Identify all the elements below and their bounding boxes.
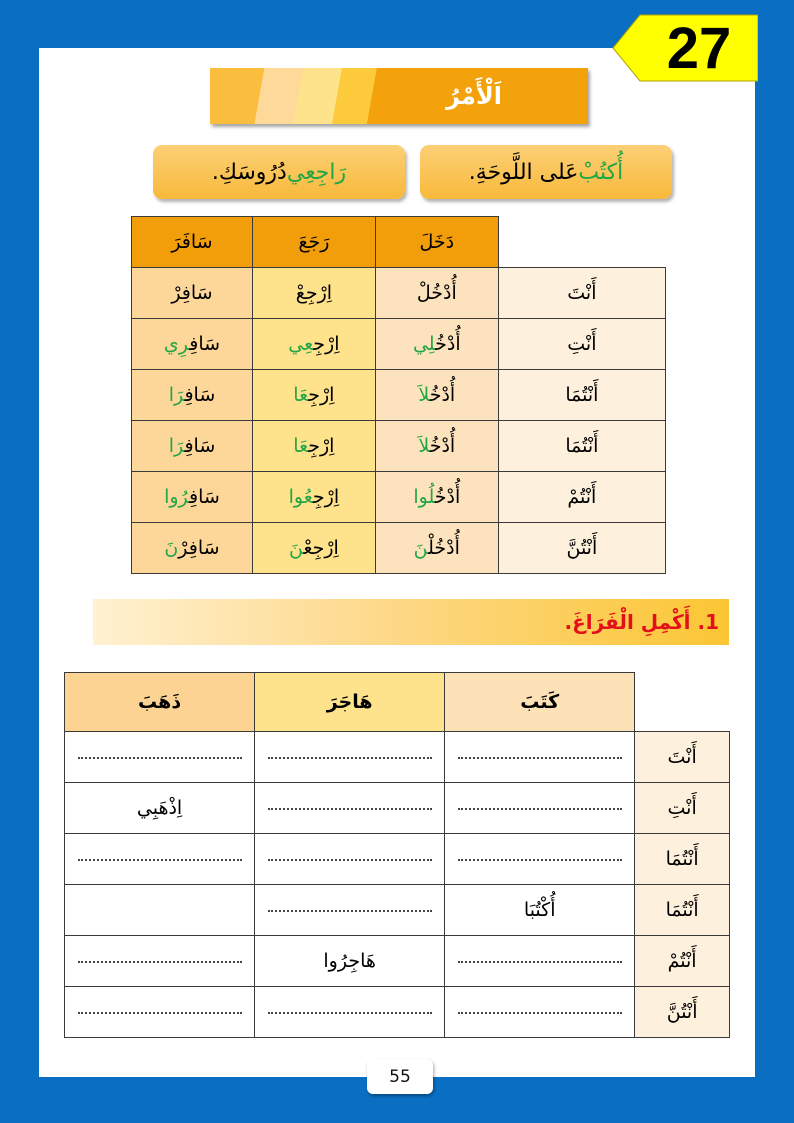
conjugation-cell — [375, 472, 498, 523]
table-header-row — [132, 217, 666, 268]
conjugation-cell — [132, 319, 253, 370]
table-row — [65, 732, 730, 783]
verb-stem: أُدْخُلْ — [416, 282, 457, 304]
conjugation-cell — [132, 523, 253, 574]
verb-stem: أُدْخُ — [434, 486, 461, 508]
header-cell: كَتَبَ — [445, 673, 635, 732]
dotted-line — [268, 808, 432, 810]
page-number: 55 — [367, 1059, 433, 1094]
conjugation-cell — [375, 421, 498, 472]
conjugation-cell — [132, 370, 253, 421]
verb-stem: سَافِرْ — [171, 282, 213, 304]
table-row — [132, 370, 666, 421]
answer-blank[interactable] — [255, 732, 445, 783]
example-answer: اِذْهَبِي — [65, 783, 255, 834]
dotted-line — [78, 961, 242, 963]
conjugation-cell — [375, 319, 498, 370]
header-cell: رَجَعَ — [252, 217, 375, 268]
verb-stem: أُدْخُلْ — [428, 537, 460, 559]
dotted-line — [458, 1012, 622, 1014]
exercise-title: 1. أَكْمِلِ الْفَرَاغَ. — [564, 610, 719, 634]
pronoun-cell: أَنْتَ — [498, 268, 665, 319]
verb-stem: سَافِ — [184, 384, 216, 406]
example-verb: رَاجِعِي — [286, 159, 347, 185]
answer-blank[interactable] — [255, 987, 445, 1038]
table-row — [132, 319, 666, 370]
dotted-line — [458, 757, 622, 759]
verb-stem: أُدْخُ — [435, 333, 461, 355]
dotted-line — [268, 757, 432, 759]
verb-suffix: عُوا — [288, 486, 313, 508]
verb-suffix: نَ — [164, 537, 179, 559]
header-cell: هَاجَرَ — [255, 673, 445, 732]
table-row — [65, 834, 730, 885]
conjugation-cell — [252, 421, 375, 472]
verb-suffix: لِي — [412, 333, 436, 355]
verb-suffix: عَا — [293, 384, 309, 406]
table-row — [65, 783, 730, 834]
dotted-line — [268, 1012, 432, 1014]
pronoun-cell: أَنْتُمَا — [635, 834, 730, 885]
answer-blank[interactable] — [255, 783, 445, 834]
verb-stem: اِرْجِعْ — [295, 282, 333, 304]
table-row — [132, 523, 666, 574]
table-row — [65, 885, 730, 936]
header-cell: سَافَرَ — [132, 217, 253, 268]
pronoun-cell: أَنْتِ — [635, 783, 730, 834]
answer-blank[interactable] — [445, 732, 635, 783]
verb-suffix: رِي — [163, 333, 190, 355]
answer-blank[interactable] — [255, 834, 445, 885]
answer-blank[interactable] — [65, 834, 255, 885]
exercise-title-bar — [93, 599, 729, 645]
conjugation-cell — [375, 370, 498, 421]
example-rest: عَلى اللَّوحَةِ. — [468, 159, 579, 185]
table-row — [65, 936, 730, 987]
page-title: اَلْأَمْرُ — [446, 82, 502, 110]
verb-suffix: رَا — [168, 384, 185, 406]
example-pill — [153, 145, 405, 199]
pronoun-cell: أَنْتُمَا — [635, 885, 730, 936]
pronoun-cell: أَنْتُمَا — [498, 421, 665, 472]
verb-stem: اِرْجِ — [308, 384, 335, 406]
dotted-line — [78, 859, 242, 861]
example-verb: أُكتُبْ — [578, 159, 624, 185]
conjugation-cell — [252, 268, 375, 319]
conjugation-cell — [132, 421, 253, 472]
pronoun-cell: أَنْتُنَّ — [635, 987, 730, 1038]
dotted-line — [458, 808, 622, 810]
conjugation-cell — [252, 370, 375, 421]
empty-cell — [65, 885, 255, 936]
verb-suffix: نَ — [288, 537, 304, 559]
verb-stem: اِرْجِ — [312, 486, 340, 508]
conjugation-cell — [252, 523, 375, 574]
example-answer: هَاجِرُوا — [255, 936, 445, 987]
dotted-line — [268, 910, 432, 912]
verb-suffix: نَ — [413, 537, 429, 559]
header-blank — [498, 217, 665, 268]
answer-blank[interactable] — [445, 783, 635, 834]
verb-stem: سَافِ — [189, 486, 220, 508]
conjugation-cell — [252, 472, 375, 523]
verb-stem: سَافِ — [189, 333, 221, 355]
table-header-row — [65, 673, 730, 732]
conjugation-cell — [252, 319, 375, 370]
table-row — [132, 472, 666, 523]
table-row — [132, 268, 666, 319]
dotted-line — [78, 757, 242, 759]
pronoun-cell: أَنْتُمْ — [635, 936, 730, 987]
verb-stem: اِرْجِ — [308, 435, 335, 457]
answer-blank[interactable] — [445, 834, 635, 885]
answer-blank[interactable] — [65, 732, 255, 783]
verb-stem: أُدْخُ — [429, 435, 456, 457]
conjugation-cell — [375, 523, 498, 574]
conjugation-table — [131, 216, 666, 574]
verb-suffix: لاَ — [418, 435, 430, 457]
answer-blank[interactable] — [445, 987, 635, 1038]
answer-blank[interactable] — [65, 936, 255, 987]
answer-blank[interactable] — [255, 885, 445, 936]
verb-stem: اِرْجِ — [313, 333, 340, 355]
header-cell: ذَهَبَ — [65, 673, 255, 732]
pronoun-cell: أَنْتَ — [635, 732, 730, 783]
verb-stem: سَافِ — [184, 435, 216, 457]
verb-suffix: لُوا — [413, 486, 435, 508]
lesson-number-tag — [612, 14, 758, 82]
exercise-table — [64, 672, 730, 1038]
lesson-number: 27 — [666, 15, 732, 81]
verb-suffix: عِي — [288, 333, 314, 355]
dotted-line — [458, 859, 622, 861]
conjugation-cell — [132, 268, 253, 319]
verb-suffix: لاَ — [418, 384, 430, 406]
dotted-line — [78, 1012, 242, 1014]
example-rest: دُرُوسَكِ. — [211, 159, 287, 185]
pronoun-cell: أَنْتُنَّ — [498, 523, 665, 574]
header-cell: دَخَلَ — [375, 217, 498, 268]
header-blank — [635, 673, 730, 732]
dotted-line — [268, 859, 432, 861]
pronoun-cell: أَنْتِ — [498, 319, 665, 370]
verb-suffix: رَا — [168, 435, 185, 457]
conjugation-cell — [375, 268, 498, 319]
verb-suffix: عَا — [293, 435, 309, 457]
pronoun-cell: أَنْتُمْ — [498, 472, 665, 523]
verb-stem: سَافِرْ — [178, 537, 220, 559]
dotted-line — [458, 961, 622, 963]
pronoun-cell: أَنْتُمَا — [498, 370, 665, 421]
table-row — [65, 987, 730, 1038]
verb-stem: اِرْجِعْ — [303, 537, 339, 559]
answer-blank[interactable] — [445, 936, 635, 987]
conjugation-cell — [132, 472, 253, 523]
table-row — [132, 421, 666, 472]
example-answer: أُكْتُبَا — [445, 885, 635, 936]
example-pill — [420, 145, 672, 199]
verb-suffix: رُوا — [164, 486, 190, 508]
title-banner — [210, 68, 588, 124]
answer-blank[interactable] — [65, 987, 255, 1038]
verb-stem: أُدْخُ — [429, 384, 456, 406]
